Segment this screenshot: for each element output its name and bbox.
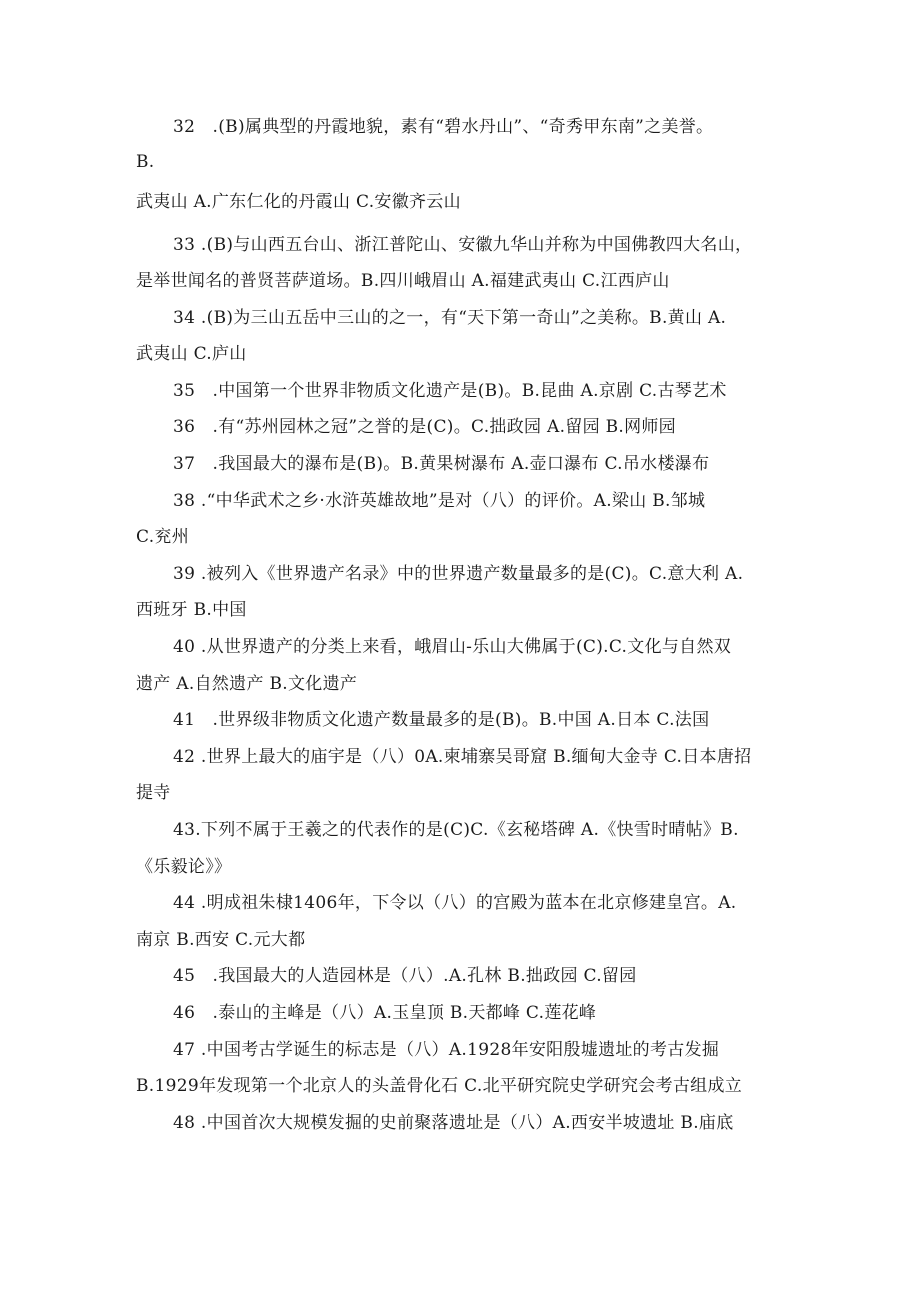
text-line: C.兖州: [136, 527, 190, 547]
text-line: 39 .被列入《世界遗产名录》中的世界遗产数量最多的是(C)。C.意大利 A.: [173, 564, 744, 584]
text-line: 南京 B.西安 C.元大都: [136, 930, 306, 950]
text-line: 34 .(B)为三山五岳中三山的之一，有“天下第一奇山”之美称。B.黄山 A.: [173, 308, 727, 328]
text-line: 提寺: [136, 783, 171, 803]
text-line: 33 .(B)与山西五台山、浙江普陀山、安徽九华山并称为中国佛教四大名山，: [173, 235, 753, 255]
text-line: 48 .中国首次大规模发掘的史前聚落遗址是（八）A.西安半坡遗址 B.庙底: [173, 1113, 734, 1133]
text-line: 43.下列不属于王羲之的代表作的是(C)C.《玄秘塔碑 A.《快雪时晴帖》B.: [173, 820, 739, 840]
text-line: 37 .我国最大的瀑布是(B)。B.黄果树瀑布 A.壶口瀑布 C.吊水楼瀑布: [173, 454, 710, 474]
text-line: 47 .中国考古学诞生的标志是（八）A.1928年安阳殷墟遗址的考古发掘: [173, 1040, 720, 1060]
text-line: 35 .中国第一个世界非物质文化遗产是(B)。B.昆曲 A.京剧 C.古琴艺术: [173, 381, 727, 401]
text-line: 西班牙 B.中国: [136, 600, 247, 620]
text-line: 40 .从世界遗产的分类上来看，峨眉山-乐山大佛属于(C).C.文化与自然双: [173, 637, 732, 657]
text-line: 武夷山 C.庐山: [136, 344, 247, 364]
text-line: 42 .世界上最大的庙宇是（八）0A.柬埔寨吴哥窟 B.缅甸大金寺 C.日本唐招: [173, 747, 752, 767]
text-line: 44 .明成祖朱棣1406年，下令以（八）的宫殿为蓝本在北京修建皇宫。A.: [173, 893, 737, 913]
text-line: 《乐毅论》》: [136, 857, 232, 877]
text-line: B.: [136, 152, 155, 172]
text-line: 45 .我国最大的人造园林是（八）.A.孔林 B.拙政园 C.留园: [173, 966, 637, 986]
text-line: 36 .有“苏州园林之冠”之誉的是(C)。C.拙政园 A.留园 B.网师园: [173, 417, 676, 437]
text-line: 46 .泰山的主峰是（八）A.玉皇顶 B.天都峰 C.莲花峰: [173, 1003, 597, 1023]
text-line: 是举世闻名的普贤菩萨道场。B.四川峨眉山 A.福建武夷山 C.江西庐山: [136, 271, 670, 291]
text-line: B.1929年发现第一个北京人的头盖骨化石 C.北平研究院史学研究会考古组成立: [136, 1076, 743, 1096]
text-line: 32 .(B)属典型的丹霞地貌，素有“碧水丹山”、“奇秀甲东南”之美誉。: [173, 117, 714, 137]
text-line: 41 .世界级非物质文化遗产数量最多的是(B)。B.中国 A.日本 C.法国: [173, 710, 710, 730]
text-line: 38 .“中华武术之乡·水浒英雄故地”是对（八）的评价。A.梁山 B.邹城: [173, 491, 706, 511]
text-line: 遗产 A.自然遗产 B.文化遗产: [136, 674, 358, 694]
text-line: 武夷山 A.广东仁化的丹霞山 C.安徽齐云山: [136, 192, 461, 212]
